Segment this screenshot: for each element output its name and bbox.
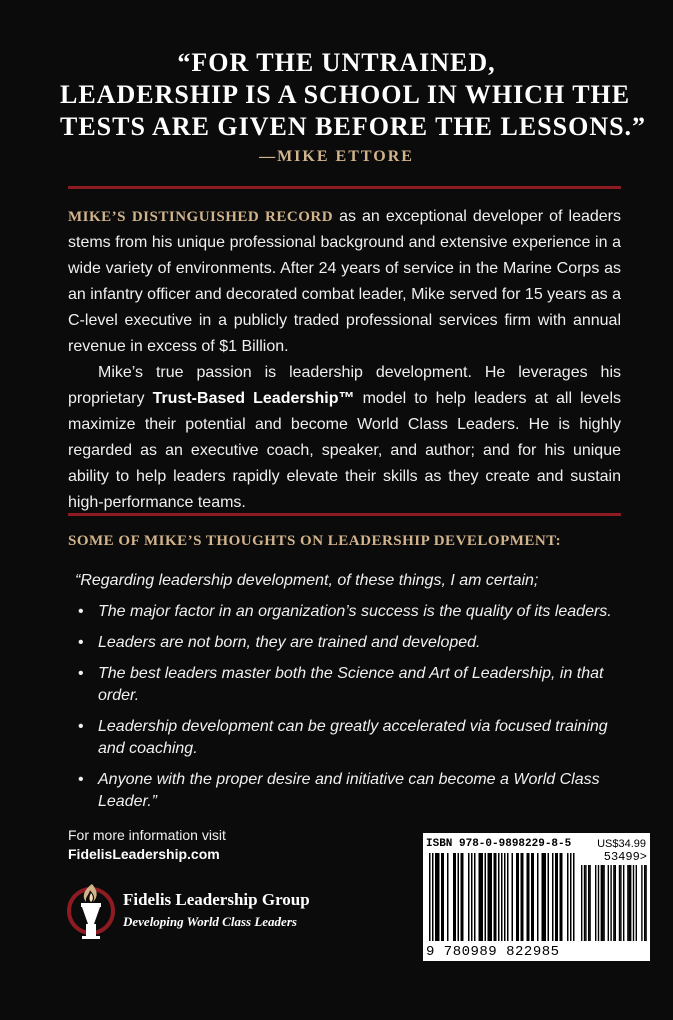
- barcode-bar: [489, 853, 491, 941]
- barcode-bar: [480, 853, 482, 941]
- quote-attribution: —MIKE ETTORE: [259, 148, 414, 165]
- barcode-bar: [488, 853, 490, 941]
- barcode-bar: [542, 853, 544, 941]
- barcode-bar: [636, 865, 637, 941]
- torch-icon: [66, 880, 116, 942]
- thoughts-heading: SOME OF MIKE’S THOUGHTS ON LEADERSHIP DEVELOPMENT:: [68, 533, 562, 549]
- barcode-bar: [435, 853, 437, 941]
- barcode-bar: [641, 865, 642, 941]
- barcode-bar: [645, 865, 646, 941]
- addon-digits: 53499>: [603, 850, 647, 864]
- barcode-bar: [644, 865, 645, 941]
- isbn-barcode: [423, 833, 650, 961]
- barcode-bar: [461, 853, 463, 941]
- barcode-bar: [479, 853, 481, 941]
- barcode-bar: [573, 853, 575, 941]
- barcode-bar: [581, 865, 582, 941]
- barcode-bar: [485, 853, 487, 941]
- barcode-bar: [615, 865, 616, 941]
- barcode-bar: [468, 853, 470, 941]
- barcode-bar: [585, 865, 586, 941]
- more-info-label: For more information visit: [68, 827, 226, 843]
- barcode-bar: [443, 853, 445, 941]
- pull-quote: [60, 47, 647, 143]
- author-bio: [68, 204, 621, 516]
- barcode-bar: [560, 853, 562, 941]
- list-item: • The major factor in an organization’s success is the quality of its leaders.: [78, 601, 618, 623]
- price-text: US$34.99: [597, 838, 646, 850]
- barcode-bar: [518, 853, 520, 941]
- bio-paragraph-2: [68, 360, 621, 516]
- barcode-digits: 9 780989 822985: [426, 944, 560, 960]
- barcode-bar: [598, 865, 599, 941]
- barcode-bar: [498, 853, 500, 941]
- bio-lead-caps: MIKE’S DISTINGUISHED RECORD: [68, 209, 334, 225]
- more-info: [68, 826, 226, 864]
- barcode-bar: [441, 853, 443, 941]
- thoughts-intro: “Regarding leadership development, of these things, I am certain;: [75, 572, 539, 589]
- quote-line-1: “FOR THE UNTRAINED,: [177, 48, 496, 77]
- barcode-bar: [495, 853, 497, 941]
- barcode-bar: [570, 853, 572, 941]
- barcode-bar: [501, 853, 503, 941]
- barcode-bar: [561, 853, 563, 941]
- barcode-bar: [528, 853, 530, 941]
- barcode-bar: [555, 853, 557, 941]
- barcode-bar: [494, 853, 496, 941]
- barcode-bar: [458, 853, 460, 941]
- barcode-bar: [627, 865, 628, 941]
- barcode-bar: [437, 853, 439, 941]
- barcode-bar: [584, 865, 585, 941]
- barcode-bar: [453, 853, 455, 941]
- divider-top: [68, 186, 621, 189]
- barcode-bar: [601, 865, 602, 941]
- barcode-bar: [629, 865, 630, 941]
- list-item: • The best leaders master both the Science and Art of Leadership, in that order.: [78, 663, 618, 707]
- logo-tagline: Developing World Class Leaders: [123, 914, 297, 929]
- barcode-bar: [543, 853, 545, 941]
- barcode-bar: [610, 865, 611, 941]
- barcode-bars: [423, 833, 650, 961]
- barcode-bar: [537, 853, 539, 941]
- barcode-bar: [588, 865, 589, 941]
- barcode-bar: [633, 865, 634, 941]
- barcode-bar: [531, 853, 533, 941]
- barcode-bar: [474, 853, 476, 941]
- barcode-bar: [567, 853, 569, 941]
- list-item: • Leaders are not born, they are trained and developed.: [78, 632, 618, 654]
- barcode-bar: [613, 865, 614, 941]
- barcode-bar: [491, 853, 493, 941]
- barcode-bar: [608, 865, 609, 941]
- quote-line-3: TESTS ARE GIVEN BEFORE THE LESSONS.”: [60, 112, 647, 141]
- list-item: • Anyone with the proper desire and initiative can become a World Class Leader.”: [78, 769, 618, 813]
- barcode-bar: [447, 853, 449, 941]
- barcode-bar: [602, 865, 603, 941]
- barcode-bar: [623, 865, 624, 941]
- barcode-bar: [429, 853, 431, 941]
- bio-paragraph-1: [68, 204, 621, 360]
- barcode-bar: [482, 853, 484, 941]
- barcode-bar: [545, 853, 547, 941]
- barcode-bar: [552, 853, 554, 941]
- quote-line-2: LEADERSHIP IS A SCHOOL IN WHICH THE: [60, 80, 631, 109]
- divider-middle: [68, 513, 621, 516]
- barcode-bar: [527, 853, 529, 941]
- logo-name: Fidelis Leadership Group: [123, 890, 310, 909]
- list-item: • Leadership development can be greatly accelerated via focused training and coaching.: [78, 716, 618, 760]
- barcode-bar: [619, 865, 620, 941]
- barcode-bar: [533, 853, 535, 941]
- barcode-bar: [521, 853, 523, 941]
- barcode-bar: [504, 853, 506, 941]
- website-link[interactable]: FidelisLeadership.com: [68, 846, 220, 862]
- barcode-bar: [603, 865, 604, 941]
- barcode-bar: [557, 853, 559, 941]
- barcode-bar: [507, 853, 509, 941]
- barcode-bar: [595, 865, 596, 941]
- barcode-bar: [512, 853, 514, 941]
- barcode-bar: [522, 853, 524, 941]
- isbn-text: ISBN 978-0-9898229-8-5: [426, 838, 572, 850]
- publisher-logo: [66, 880, 326, 942]
- bio-paragraph-1-text: as an exceptional developer of leaders stems from his unique professional background and extensive experience in a wide variety of environments. After 24 years of service in the Marine Corps as an infantry officer and decorated combat leader, Mike served for 15 years as a C-level executive in a publicly traded professional services firm with annual revenue in excess of $1 Billion.: [68, 208, 621, 355]
- barcode-bar: [589, 865, 590, 941]
- thoughts-list: [78, 601, 618, 822]
- trust-based-leadership-term: Trust-Based Leadership™: [152, 390, 355, 407]
- barcode-bar: [620, 865, 621, 941]
- barcode-bar: [516, 853, 518, 941]
- barcode-bar: [432, 853, 434, 941]
- barcode-bar: [630, 865, 631, 941]
- bio-paragraph-2-end: model to help leaders at all levels maximize their potential and become World Class Leaders. He is highly regarded as an executive coach, speaker, and author; and for his unique ability to help leaders rapidly elevate their skills as they create and sustain high-performance teams.: [68, 390, 621, 511]
- barcode-bar: [471, 853, 473, 941]
- barcode-bar: [455, 853, 457, 941]
- barcode-bar: [548, 853, 550, 941]
- barcode-bar: [438, 853, 440, 941]
- barcode-bar: [462, 853, 464, 941]
- bio-paragraph-2-start: Mike’s true passion is leadership development. He leverages his proprietary: [68, 364, 621, 407]
